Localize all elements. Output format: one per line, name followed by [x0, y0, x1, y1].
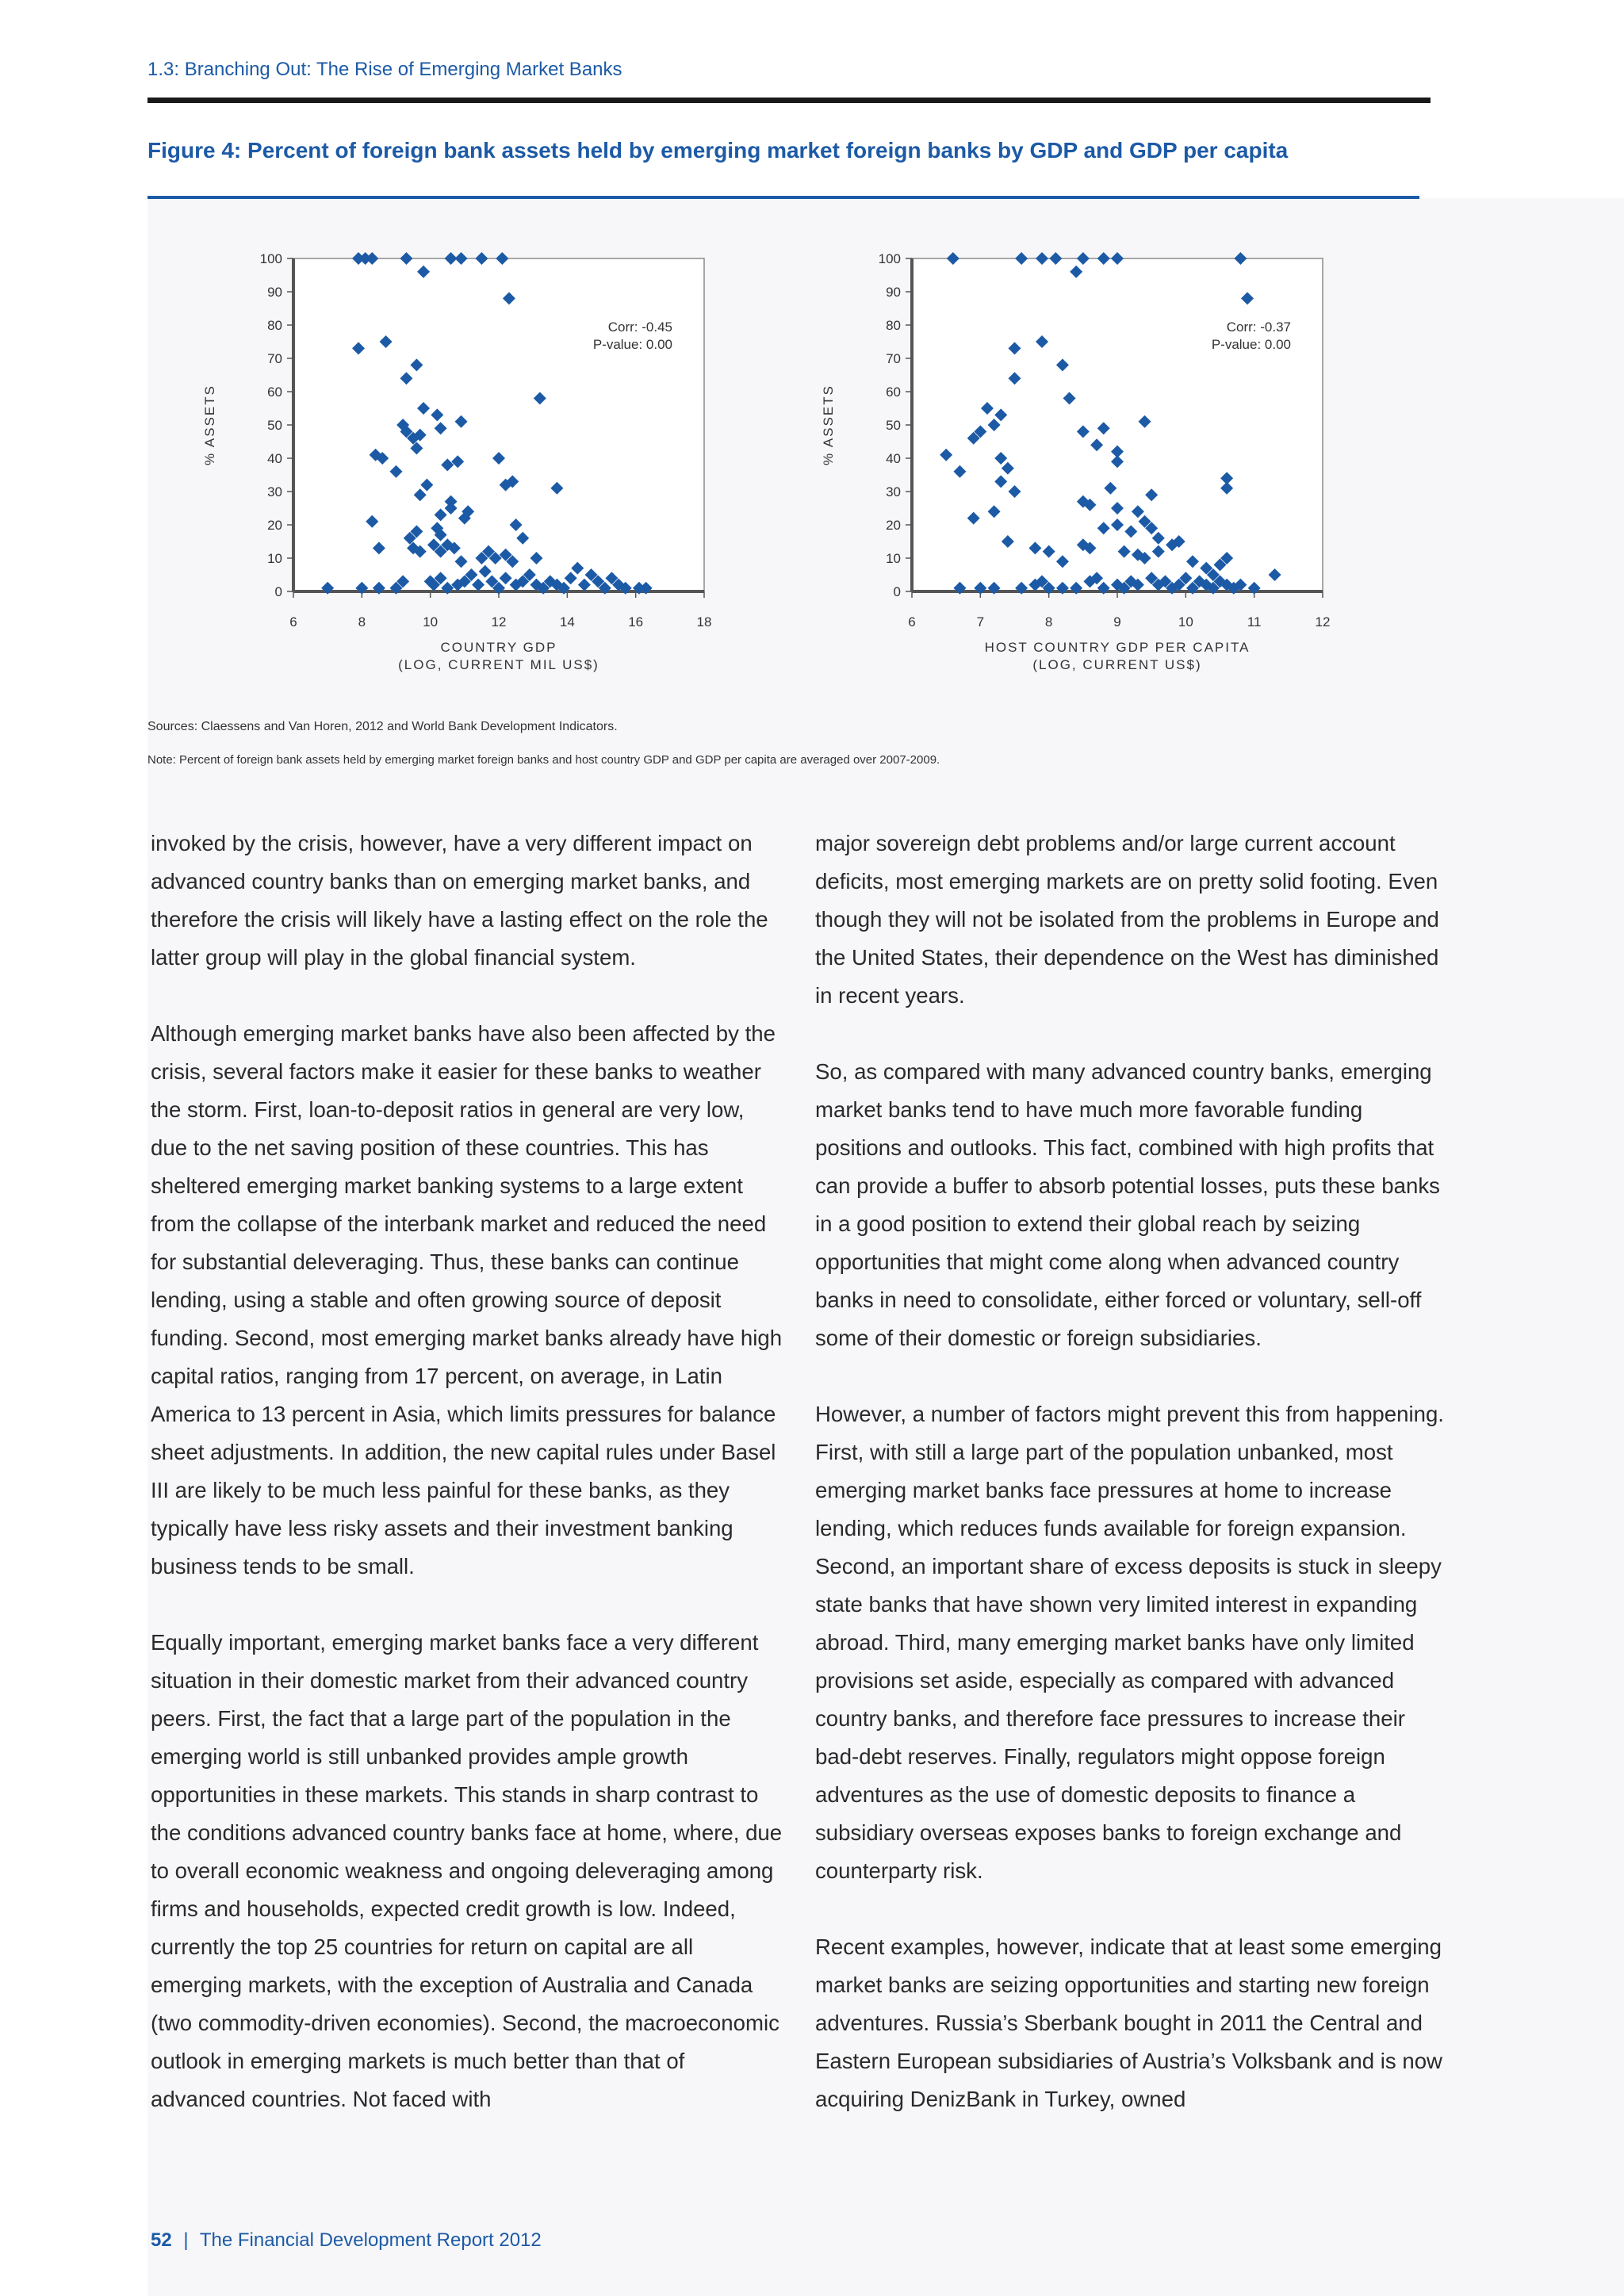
- x-axis-title: COUNTRY GDP: [440, 640, 557, 655]
- x-tick-label: 10: [1178, 614, 1193, 629]
- footer-separator: |: [183, 2229, 189, 2251]
- section-header: 1.3: Branching Out: The Rise of Emerging Market Banks: [147, 59, 622, 80]
- correlation-annotation: Corr: -0.37: [1226, 320, 1291, 335]
- y-tick-label: 20: [267, 518, 282, 533]
- x-tick-label: 7: [976, 614, 985, 629]
- plot-area: [912, 258, 1323, 591]
- figure-sources: Sources: Claessens and Van Horen, 2012 and World Bank Development Indicators.: [147, 720, 618, 733]
- paragraph: Recent examples, however, indicate that at least some emerging market banks are seizing opportunities and starting new foreign adventures. Russia’s Sberbank bought in 2011 the Central and Eastern European subsidiaries of Austria’s Volksbank and is now acquiring DenizBank in Turkey, owned: [815, 1934, 1442, 2111]
- figure-note: Note: Percent of foreign bank assets held by emerging market foreign banks and host country GDP and GDP per capita are averaged over 2007-2009.: [147, 753, 940, 767]
- publication-title: The Financial Development Report 2012: [199, 2229, 542, 2251]
- x-tick-label: 12: [491, 614, 507, 629]
- x-tick-label: 8: [1044, 614, 1053, 629]
- body-left-column: [151, 825, 785, 2118]
- header-rule: [147, 98, 1431, 103]
- x-tick-label: 10: [423, 614, 439, 629]
- scatter-chart-gdp-per-capita: [793, 238, 1396, 698]
- y-tick-label: 20: [886, 518, 901, 533]
- y-tick-label: 0: [274, 584, 282, 599]
- page-footer: [151, 2229, 542, 2252]
- x-tick-label: 9: [1113, 614, 1121, 629]
- y-tick-label: 100: [259, 251, 282, 266]
- paragraph: Equally important, emerging market banks face a very different situation in their domestic market from their advanced country peers. First, the fact that a large part of the population in the emerging world is still unbanked provides ample growth opportunities in these markets. This stands in sharp contrast to the conditions advanced country banks face at home, where, due to overall economic weakness and ongoing deleveraging among firms and households, expected credit growth is low. Indeed, currently the top 25 countries for return on capital are all emerging markets, with the exception of Australia and Canada (two commodity-driven economies). Second, the macroeconomic outlook in emerging markets is much better than that of advanced countries. Not faced with: [151, 1630, 783, 2111]
- y-tick-label: 0: [893, 584, 901, 599]
- y-tick-label: 60: [267, 385, 282, 400]
- x-axis-subtitle: (LOG, CURRENT US$): [1032, 657, 1202, 672]
- y-tick-label: 10: [267, 551, 282, 566]
- y-tick-label: 100: [878, 251, 901, 266]
- y-tick-label: 60: [886, 385, 901, 400]
- page-number: 52: [151, 2229, 172, 2251]
- y-tick-label: 80: [886, 318, 901, 333]
- y-tick-label: 40: [886, 451, 901, 466]
- paragraph: major sovereign debt problems and/or large current account deficits, most emerging markets are on pretty solid footing. Even though they will not be isolated from the problems in Europe and the United States, their dependence on the West has diminished in recent years.: [815, 831, 1439, 1008]
- y-tick-label: 70: [267, 351, 282, 366]
- x-tick-label: 11: [1247, 614, 1262, 629]
- y-tick-label: 30: [886, 484, 901, 499]
- figure-title: Figure 4: Percent of foreign bank assets held by emerging market foreign banks by GDP and GDP per capita: [147, 138, 1289, 163]
- x-tick-label: 8: [358, 614, 366, 629]
- y-tick-label: 50: [886, 418, 901, 433]
- x-tick-label: 14: [559, 614, 575, 629]
- p-value-annotation: P-value: 0.00: [1211, 337, 1291, 352]
- p-value-annotation: P-value: 0.00: [592, 337, 672, 352]
- y-tick-label: 30: [267, 484, 282, 499]
- paragraph: However, a number of factors might prevent this from happening. First, with still a large part of the population unbanked, most emerging market banks face pressures at home to increase lending, which reduces funds available for foreign expansion. Second, an important share of excess deposits is stuck in sleepy state banks that have shown very limited interest in expanding abroad. Third, many emerging market banks have only limited provisions set aside, especially as compared with advanced country banks, and therefore face pressures to increase their bad-debt reserves. Finally, regulators might oppose foreign adventures as the use of domestic deposits to finance a subsidiary overseas exposes banks to foreign exchange and counterparty risk.: [815, 1402, 1444, 1883]
- scatter-chart-gdp: [174, 238, 777, 698]
- x-tick-label: 16: [628, 614, 644, 629]
- paragraph: invoked by the crisis, however, have a very different impact on advanced country banks than on emerging market banks, and therefore the crisis will likely have a lasting effect on the role the latter group will play in the global financial system.: [151, 831, 768, 970]
- y-tick-label: 80: [267, 318, 282, 333]
- y-tick-label: 10: [886, 551, 901, 566]
- x-axis-title: HOST COUNTRY GDP PER CAPITA: [984, 640, 1251, 655]
- paragraph: Although emerging market banks have also been affected by the crisis, several factors make it easier for these banks to weather the storm. First, loan-to-deposit ratios in general are very low, due to the net saving position of these countries. This has sheltered emerging market banking systems to a large extent from the collapse of the interbank market and reduced the need for substantial deleveraging. Thus, these banks can continue lending, using a stable and often growing source of deposit funding. Second, most emerging market banks already have high capital ratios, ranging from 17 percent, on average, in Latin America to 13 percent in Asia, which limits pressures for balance sheet adjustments. In addition, the new capital rules under Basel III are likely to be much less painful for these banks, as they typically have less risky assets and their investment banking business tends to be small.: [151, 1021, 783, 1578]
- x-tick-label: 18: [696, 614, 712, 629]
- y-tick-label: 40: [267, 451, 282, 466]
- y-tick-label: 90: [886, 285, 901, 300]
- plot-area: [293, 258, 704, 591]
- y-tick-label: 70: [886, 351, 901, 366]
- figure-title-rule: [147, 196, 1419, 199]
- paragraph: So, as compared with many advanced country banks, emerging market banks tend to have much more favorable funding positions and outlooks. This fact, combined with high profits that can provide a buffer to absorb potential losses, puts these banks in a good position to extend their global reach by seizing opportunities that might come along when advanced country banks in need to consolidate, either forced or voluntary, sell-off some of their domestic or foreign subsidiaries.: [815, 1059, 1440, 1350]
- y-tick-label: 90: [267, 285, 282, 300]
- x-tick-label: 6: [908, 614, 916, 629]
- y-axis-title: % ASSETS: [202, 385, 217, 465]
- y-tick-label: 50: [267, 418, 282, 433]
- correlation-annotation: Corr: -0.45: [607, 320, 672, 335]
- x-tick-label: 12: [1315, 614, 1331, 629]
- body-right-column: [815, 825, 1450, 2118]
- x-axis-subtitle: (LOG, CURRENT MIL US$): [398, 657, 599, 672]
- x-tick-label: 6: [289, 614, 297, 629]
- y-axis-title: % ASSETS: [821, 385, 836, 465]
